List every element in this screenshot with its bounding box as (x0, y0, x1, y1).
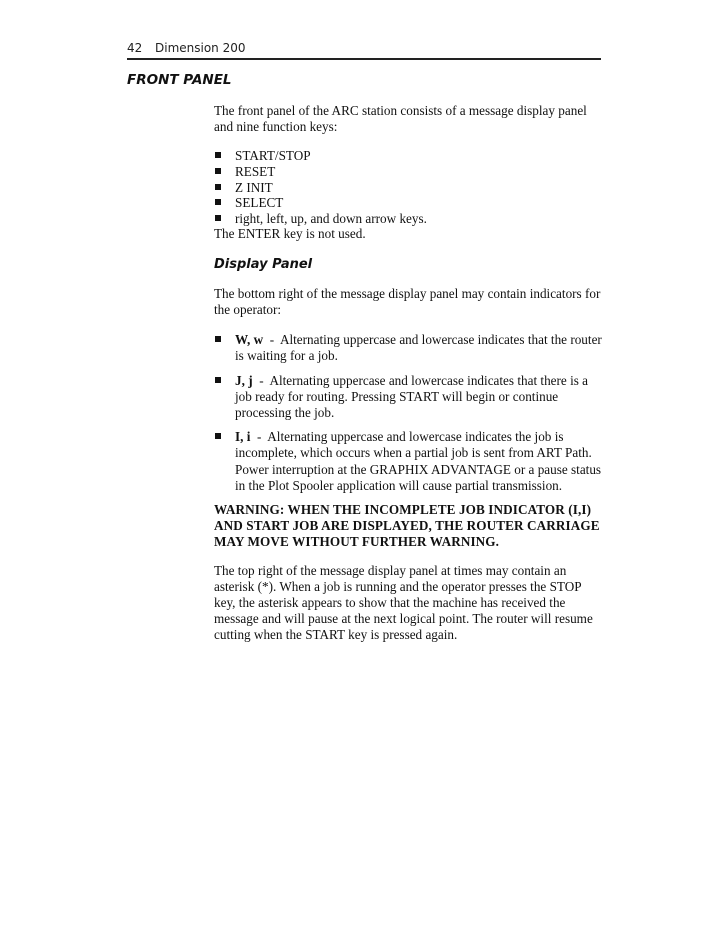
indicator-description: Alternating uppercase and lowercase indicates that the router is waiting for a job. (235, 332, 602, 364)
warning-notice: WARNING: WHEN THE INCOMPLETE JOB INDICATOR (I,I) AND START JOB ARE DISPLAYED, THE ROUTER CARRIAGE MAY MOVE WITHOUT FURTHER WARNING. (214, 502, 600, 550)
manual-title: Dimension 200 (155, 41, 246, 55)
body-column (214, 103, 602, 644)
indicator-code: J, j (235, 372, 253, 388)
square-bullet-icon (215, 184, 221, 190)
list-item: RESET (214, 164, 602, 180)
square-bullet-icon (215, 152, 221, 158)
list-item: SELECT (214, 195, 602, 211)
intro-paragraph: The front panel of the ARC station consists of a message display panel and nine function keys: (214, 103, 587, 135)
indicator-item: I, i - Alternating uppercase and lowercase indicates the job is incomplete, which occurs when a partial job is sent from ART Path. Power interruption at the GRAPHIX ADVANTAGE or a pause status in the Plot Spooler application will cause partial transmission. (214, 429, 602, 494)
indicator-code: W, w (235, 332, 264, 348)
page-number: 42 (127, 41, 143, 55)
enter-key-note: The ENTER key is not used. (214, 226, 366, 242)
running-header (127, 41, 601, 55)
square-bullet-icon (215, 168, 221, 174)
square-bullet-icon (215, 199, 221, 205)
closing-paragraph: The top right of the message display panel at times may contain an asterisk (*). When a job is running and the operator presses the STOP key, the asterisk appears to show that the machine has received the message and will pause at the next logical point. The router will resume cutting when the START key is pressed again. (214, 562, 593, 643)
list-item: START/STOP (214, 148, 602, 164)
header-rule (127, 58, 601, 60)
square-bullet-icon (215, 336, 221, 342)
square-bullet-icon (215, 433, 221, 439)
indicator-item: W, w - Alternating uppercase and lowercase indicates that the router is waiting for a job. (214, 332, 602, 364)
indicators-list (214, 332, 602, 494)
subsection-heading: Display Panel (214, 256, 313, 272)
list-item: right, left, up, and down arrow keys. (214, 211, 602, 227)
section-title: FRONT PANEL (127, 72, 232, 88)
display-panel-intro: The bottom right of the message display panel may contain indicators for the operator: (214, 285, 601, 317)
indicator-description: Alternating uppercase and lowercase indicates that there is a job ready for routing. Pressing START will begin or continue processing the job. (235, 372, 589, 420)
square-bullet-icon (215, 377, 221, 383)
indicator-item: J, j - Alternating uppercase and lowercase indicates that there is a job ready for routing. Pressing START will begin or continue processing the job. (214, 373, 602, 422)
indicator-description: Alternating uppercase and lowercase indicates the job is incomplete, which occurs when a partial job is sent from ART Path. Power interruption at the GRAPHIX ADVANTAGE or a pause status in the Plot Spooler application will cause partial transmission. (235, 429, 602, 493)
indicator-code: I, i (235, 429, 251, 445)
square-bullet-icon (215, 215, 221, 221)
list-item: Z INIT (214, 180, 602, 196)
function-keys-list (214, 148, 602, 226)
